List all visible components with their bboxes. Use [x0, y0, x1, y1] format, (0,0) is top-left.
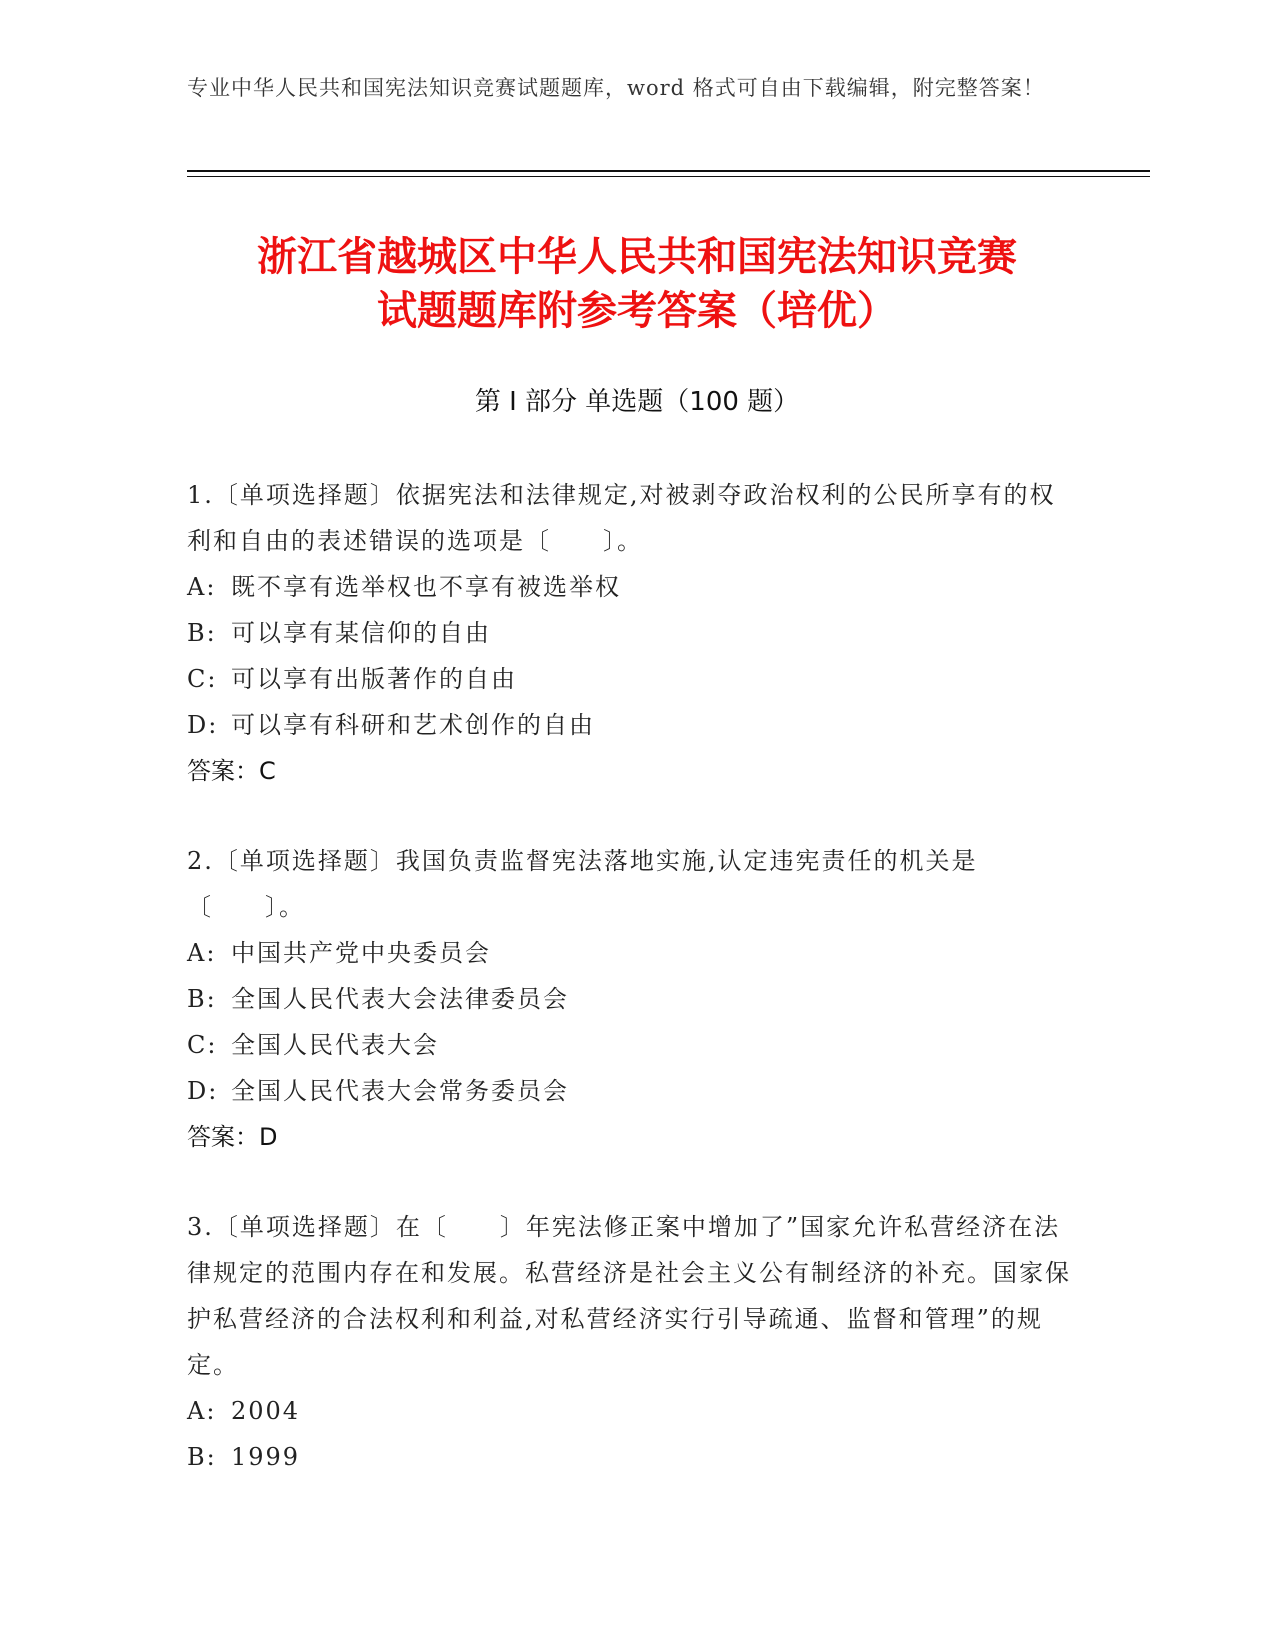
answer-line: 答案：D: [187, 1123, 278, 1151]
option-b: [187, 610, 1077, 656]
option-text: 可以享有科研和艺术创作的自由: [231, 711, 595, 739]
question-3: [187, 1204, 1077, 1480]
section-title: 第 I 部分 单选题（100 题）: [474, 387, 800, 417]
question-stem: 2.〔单项选择题〕我国负责监督宪法落地实施,认定违宪责任的机关是〔 〕。: [187, 847, 978, 921]
option-text: 可以享有出版著作的自由: [231, 665, 517, 693]
option-key: B:: [187, 619, 217, 647]
option-text: 1999: [231, 1443, 301, 1471]
option-key: D:: [187, 711, 219, 739]
question-stem: 1.〔单项选择题〕依据宪法和法律规定,对被剥夺政治权利的公民所享有的权利和自由的表述错误的选项是〔 〕。: [187, 481, 1056, 555]
option-text: 全国人民代表大会: [231, 1031, 439, 1059]
option-d: [187, 1068, 1077, 1114]
option-key: B:: [187, 1443, 217, 1471]
option-key: A:: [187, 573, 217, 601]
option-key: A:: [187, 1397, 217, 1425]
question-1: [187, 472, 1077, 794]
option-a: [187, 930, 1077, 976]
question-2: [187, 838, 1077, 1160]
document-title: [187, 230, 1087, 338]
option-a: [187, 1388, 1077, 1434]
option-text: 全国人民代表大会法律委员会: [231, 985, 569, 1013]
option-text: 中国共产党中央委员会: [231, 939, 491, 967]
option-key: C:: [187, 665, 218, 693]
header-rule-bottom: [187, 176, 1150, 177]
option-key: B:: [187, 985, 217, 1013]
option-a: [187, 564, 1077, 610]
document-title-line-2: 试题题库附参考答案（培优）: [377, 288, 897, 334]
option-d: [187, 702, 1077, 748]
option-c: [187, 656, 1077, 702]
option-key: C:: [187, 1031, 218, 1059]
document-title-line-1: 浙江省越城区中华人民共和国宪法知识竞赛: [257, 234, 1017, 280]
option-c: [187, 1022, 1077, 1068]
question-stem: 3.〔单项选择题〕在〔 〕年宪法修正案中增加了”国家允许私营经济在法律规定的范围内存在和发展。私营经济是社会主义公有制经济的补充。国家保护私营经济的合法权利和利益,对私营经济实行引导疏通、监督和管理”的规定。: [187, 1213, 1071, 1379]
question-list: [187, 472, 1077, 1524]
header-rule-top: [187, 170, 1150, 172]
option-text: 既不享有选举权也不享有被选举权: [231, 573, 621, 601]
option-text: 全国人民代表大会常务委员会: [231, 1077, 569, 1105]
option-key: D:: [187, 1077, 219, 1105]
option-text: 2004: [231, 1397, 301, 1425]
option-b: [187, 1434, 1077, 1480]
option-key: A:: [187, 939, 217, 967]
option-b: [187, 976, 1077, 1022]
header-note: 专业中华人民共和国宪法知识竞赛试题题库，word 格式可自由下载编辑，附完整答案！: [187, 76, 1045, 100]
option-text: 可以享有某信仰的自由: [231, 619, 491, 647]
answer-line: 答案：C: [187, 757, 276, 785]
